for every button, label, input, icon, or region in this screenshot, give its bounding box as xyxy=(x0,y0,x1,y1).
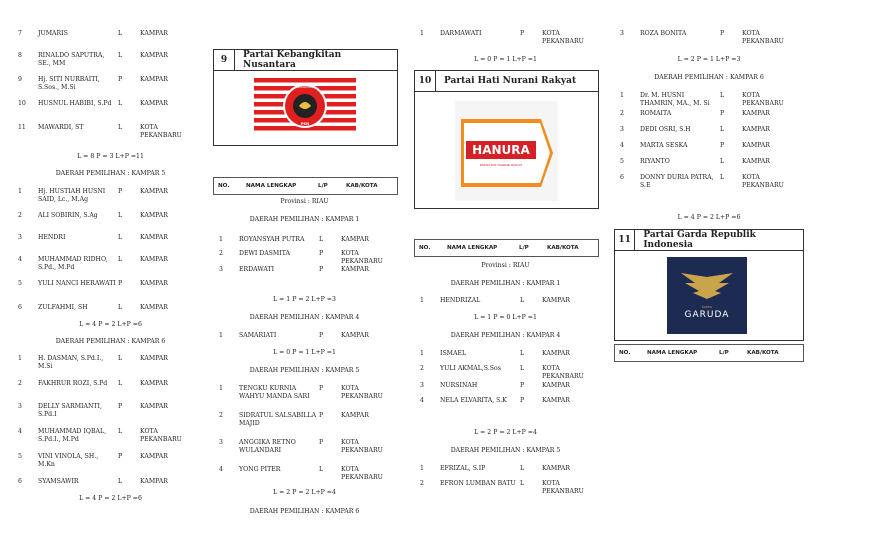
summary-line: L = 4 P = 2 L+P =6 xyxy=(79,321,142,328)
candidate-name: JUMARIS xyxy=(38,30,68,37)
district-heading: DAERAH PEMILIHAN : KAMPAR 6 xyxy=(249,508,360,515)
region: KOTA PEKANBARU xyxy=(341,385,383,400)
region: KAMPAR xyxy=(140,212,168,219)
gender: P xyxy=(319,266,324,273)
region: KAMPAR xyxy=(742,110,770,117)
row-number: 2 xyxy=(420,365,424,372)
row-number: 10 xyxy=(18,100,26,107)
gender: P xyxy=(319,332,324,339)
party-number: 9 xyxy=(214,50,235,70)
gender: L xyxy=(720,174,725,181)
gender: L xyxy=(520,465,525,472)
candidate-name: SIDRATUL SALSABILLA MAJID xyxy=(239,412,317,427)
gender: L xyxy=(118,256,123,263)
candidate-name: ROYANSYAH PUTRA xyxy=(239,236,305,243)
region: KAMPAR xyxy=(542,297,570,304)
logo-main-text: HANURA xyxy=(472,143,530,157)
candidate-name: H. DASMAN, S.Pd.I., M.Si xyxy=(38,355,104,370)
row-number: 1 xyxy=(420,465,424,472)
region: KOTA PEKANBARU xyxy=(140,428,182,443)
gender: P xyxy=(319,250,324,257)
gender: L xyxy=(118,380,123,387)
region: KAMPAR xyxy=(140,304,168,311)
region: KAMPAR xyxy=(140,453,168,460)
row-number: 6 xyxy=(620,174,624,181)
candidate-name: YONG PITER xyxy=(239,466,281,473)
district-heading: DAERAH PEMILIHAN : KAMPAR 1 xyxy=(450,280,561,287)
header-kab: KAB/KOTA xyxy=(547,245,579,251)
gender: L xyxy=(118,355,123,362)
gender: P xyxy=(520,397,525,404)
row-number: 3 xyxy=(420,382,424,389)
candidate-name: ERDAWATI xyxy=(239,266,275,273)
header-no: NO. xyxy=(619,350,631,356)
candidate-name: VINI VINOLA, SH., M.Kn xyxy=(38,453,99,468)
gender: L xyxy=(520,480,525,487)
row-number: 2 xyxy=(219,412,223,419)
row-number: 1 xyxy=(420,350,424,357)
row-number: 1 xyxy=(219,385,223,392)
party-header xyxy=(214,50,397,71)
candidate-name: Hj. SITI NURBAITI, S.Sos., M.Si xyxy=(38,76,100,91)
header-no: NO. xyxy=(218,183,230,189)
summary-line: L = 4 P = 2 L+P =6 xyxy=(79,495,142,502)
header-lp: L/P xyxy=(519,245,529,251)
district-heading: DAERAH PEMILIHAN : KAMPAR 5 xyxy=(450,447,561,454)
row-number: 8 xyxy=(18,52,22,59)
candidate-name: RIYANTO xyxy=(640,158,670,165)
region: KOTA PEKANBARU xyxy=(140,124,182,139)
region: KOTA PEKANBARU xyxy=(742,30,784,45)
row-number: 9 xyxy=(18,76,22,83)
row-number: 7 xyxy=(18,30,22,37)
row-number: 1 xyxy=(18,188,22,195)
candidate-name: MUHAMMAD IQBAL, S.Pd.I., M.Pd xyxy=(38,428,107,443)
gender: P xyxy=(118,76,123,83)
candidate-name: ROMAITA xyxy=(640,110,672,117)
gender: L xyxy=(118,52,123,59)
gender: L xyxy=(118,212,123,219)
gender: P xyxy=(319,385,324,392)
candidate-name: TENGKU KURNIA WAHYU MANDA SARI xyxy=(239,385,310,400)
party-card xyxy=(213,49,398,146)
row-number: 6 xyxy=(18,478,22,485)
region: KOTA PEKANBARU xyxy=(542,30,584,45)
gender: P xyxy=(118,403,123,410)
candidate-name: SYAMSAWIR xyxy=(38,478,79,485)
province-label: Provinsi : RIAU xyxy=(280,198,329,205)
summary-line: L = 0 P = 1 L+P =1 xyxy=(273,349,336,356)
table-header xyxy=(414,239,599,257)
district-heading: DAERAH PEMILIHAN : KAMPAR 4 xyxy=(450,332,561,339)
region: KAMPAR xyxy=(140,478,168,485)
row-number: 4 xyxy=(420,397,424,404)
region: KAMPAR xyxy=(542,350,570,357)
row-number: 2 xyxy=(620,110,624,117)
gender: L xyxy=(319,466,324,473)
summary-line: L = 4 P = 2 L+P =6 xyxy=(677,214,741,221)
row-number: 3 xyxy=(18,403,22,410)
candidate-name: FAKHRUR ROZI, S.Pd xyxy=(38,380,108,387)
gender: P xyxy=(319,439,324,446)
candidate-name: Hj. HUSTIAH HUSNI SAID, Lc., M.Ag xyxy=(38,188,106,203)
candidate-name: MAWARDI, ST xyxy=(38,124,84,131)
party-name: Partai Hati Nurani Rakyat xyxy=(444,76,577,86)
summary-line: L = 2 P = 1 L+P =3 xyxy=(677,56,741,63)
region: KAMPAR xyxy=(542,465,570,472)
party-header xyxy=(415,71,598,92)
pkn-logo xyxy=(254,78,356,134)
candidate-name: HUSNUL HABIBI, S.Pd xyxy=(38,100,112,107)
region: KAMPAR xyxy=(742,158,770,165)
candidate-name: DEDI OSRI, S.H xyxy=(640,126,691,133)
candidate-name: SAMARIATI xyxy=(239,332,277,339)
gender: L xyxy=(520,297,525,304)
summary-line: L = 0 P = 1 L+P =1 xyxy=(474,56,537,63)
gender: L xyxy=(520,365,525,372)
district-heading: DAERAH PEMILIHAN : KAMPAR 5 xyxy=(55,170,166,177)
row-number: 1 xyxy=(620,92,624,99)
gender: L xyxy=(118,234,123,241)
candidate-name: DEWI DASMITA xyxy=(239,250,290,257)
region: KOTA PEKANBARU xyxy=(542,480,584,495)
district-heading: DAERAH PEMILIHAN : KAMPAR 5 xyxy=(249,367,360,374)
gender: L xyxy=(118,478,123,485)
summary-line: L = 2 P = 2 L+P =4 xyxy=(273,489,336,496)
gender: P xyxy=(118,280,123,287)
header-lp: L/P xyxy=(318,183,328,189)
region: KAMPAR xyxy=(542,382,570,389)
region: KAMPAR xyxy=(140,380,168,387)
hanura-logo xyxy=(455,101,558,201)
region: KAMPAR xyxy=(140,30,168,37)
gender: L xyxy=(118,124,123,131)
row-number: 4 xyxy=(18,428,22,435)
row-number: 1 xyxy=(18,355,22,362)
candidate-name: RINALDO SAPUTRA, SE., MM xyxy=(38,52,105,67)
row-number: 3 xyxy=(219,266,223,273)
summary-line: L = 2 P = 2 L+P =4 xyxy=(474,429,537,436)
header-no: NO. xyxy=(419,245,431,251)
header-kab: KAB/KOTA xyxy=(346,183,378,189)
row-number: 2 xyxy=(420,480,424,487)
region: KAMPAR xyxy=(542,397,570,404)
header-lp: L/P xyxy=(719,350,729,356)
summary-line: L = 1 P = 2 L+P =3 xyxy=(273,296,336,303)
row-number: 1 xyxy=(420,297,424,304)
region: KAMPAR xyxy=(140,256,168,263)
row-number: 1 xyxy=(420,30,424,37)
region: KAMPAR xyxy=(341,412,369,419)
table-header xyxy=(614,344,804,362)
row-number: 3 xyxy=(620,126,624,133)
candidate-name: ROZA BONITA xyxy=(640,30,687,37)
candidate-name: EFRIZAL, S.IP xyxy=(440,465,486,472)
province-label: Provinsi : RIAU xyxy=(481,262,530,269)
candidate-name: HENDRIZAL xyxy=(440,297,481,304)
gender: L xyxy=(720,126,725,133)
row-number: 2 xyxy=(18,380,22,387)
table-header xyxy=(213,177,398,195)
region: KAMPAR xyxy=(140,52,168,59)
candidate-name: NELA ELVARITA, S.K xyxy=(440,397,507,404)
gender: L xyxy=(118,304,123,311)
gender: L xyxy=(720,158,725,165)
gender: L xyxy=(118,100,123,107)
logo-main-text: GARUDA xyxy=(684,310,730,320)
row-number: 4 xyxy=(620,142,624,149)
candidate-name: HENDRI xyxy=(38,234,66,241)
row-number: 4 xyxy=(18,256,22,263)
region: KAMPAR xyxy=(140,355,168,362)
gender: P xyxy=(720,110,725,117)
region: KOTA PEKANBARU xyxy=(742,92,784,107)
gender: P xyxy=(520,382,525,389)
candidate-name: DELLY SARMIANTI, S.Pd.I xyxy=(38,403,102,418)
region: KAMPAR xyxy=(140,234,168,241)
gender: L xyxy=(319,236,324,243)
gender: L xyxy=(720,92,725,99)
row-number: 3 xyxy=(620,30,624,37)
region: KAMPAR xyxy=(742,142,770,149)
region: KOTA PEKANBARU xyxy=(341,466,383,481)
region: KAMPAR xyxy=(140,280,168,287)
candidate-name: YULI AKMAL,S.Sos xyxy=(440,365,501,372)
row-number: 5 xyxy=(620,158,624,165)
row-number: 1 xyxy=(219,332,223,339)
region: KOTA PEKANBARU xyxy=(742,174,784,189)
party-number: 11 xyxy=(615,230,635,250)
summary-line: L = 8 P = 3 L+P =11 xyxy=(77,153,144,160)
region: KAMPAR xyxy=(341,236,369,243)
summary-line: L = 1 P = 0 L+P =1 xyxy=(474,314,537,321)
region: KAMPAR xyxy=(341,266,369,273)
logo-small-text: PARTAI xyxy=(701,305,713,309)
region: KOTA PEKANBARU xyxy=(542,365,584,380)
region: KAMPAR xyxy=(140,188,168,195)
row-number: 6 xyxy=(18,304,22,311)
candidate-name: ISMAEL xyxy=(440,350,467,357)
region: KAMPAR xyxy=(140,403,168,410)
candidate-name: EFRON LUMBAN BATU xyxy=(440,480,516,487)
gender: L xyxy=(118,428,123,435)
district-heading: DAERAH PEMILIHAN : KAMPAR 6 xyxy=(55,338,166,345)
candidate-name: ANGGIKA RETNO WULANDARI xyxy=(239,439,296,454)
gender: L xyxy=(520,350,525,357)
candidate-name: ALI SOBIRIN, S.Ag xyxy=(38,212,98,219)
row-number: 5 xyxy=(18,280,22,287)
district-heading: DAERAH PEMILIHAN : KAMPAR 4 xyxy=(249,314,360,321)
garuda-logo xyxy=(667,257,747,334)
party-name: Partai Garda Republik Indonesia xyxy=(643,230,756,250)
header-name: NAMA LENGKAP xyxy=(447,245,498,251)
region: KAMPAR xyxy=(140,76,168,83)
party-header xyxy=(615,230,803,251)
candidate-name: MARTA SESKA xyxy=(640,142,688,149)
region: KAMPAR xyxy=(341,332,369,339)
candidate-name: DARMAWATI xyxy=(440,30,482,37)
region: KAMPAR xyxy=(140,100,168,107)
header-name: NAMA LENGKAP xyxy=(246,183,297,189)
region: KAMPAR xyxy=(742,126,770,133)
party-card xyxy=(414,70,599,209)
row-number: 4 xyxy=(219,466,223,473)
gender: P xyxy=(720,30,725,37)
district-heading: DAERAH PEMILIHAN : KAMPAR 1 xyxy=(249,216,360,223)
party-card xyxy=(614,229,804,341)
gender: P xyxy=(319,412,324,419)
row-number: 2 xyxy=(219,250,223,257)
party-name: Partai Kebangkitan Nusantara xyxy=(243,50,342,70)
header-kab: KAB/KOTA xyxy=(747,350,779,356)
logo-abbr: PKN xyxy=(300,122,310,126)
candidate-name: MUHAMMAD RIDHO, S.Pd., M.Pd xyxy=(38,256,108,271)
district-heading: DAERAH PEMILIHAN : KAMPAR 6 xyxy=(654,74,764,81)
header-name: NAMA LENGKAP xyxy=(647,350,698,356)
candidate-name: NURSINAH xyxy=(440,382,478,389)
region: KOTA PEKANBARU xyxy=(341,250,383,265)
logo-text: PARTAI KEBANGKITAN NUSANTARA xyxy=(291,83,319,89)
candidate-name: Dr. M. HUSNI THAMRIN, MA., M. Si xyxy=(640,92,710,107)
row-number: 2 xyxy=(18,212,22,219)
party-number: 10 xyxy=(415,71,436,91)
region: KOTA PEKANBARU xyxy=(341,439,383,454)
gender: P xyxy=(520,30,525,37)
row-number: 5 xyxy=(18,453,22,460)
candidate-name: ZULFAHMI, SH xyxy=(38,304,88,311)
row-number: 3 xyxy=(18,234,22,241)
gender: P xyxy=(720,142,725,149)
gender: P xyxy=(118,188,123,195)
candidate-name: DONNY DURIA PATRA, S.E xyxy=(640,174,714,189)
row-number: 3 xyxy=(219,439,223,446)
candidate-name: YULI NANCI HERAWATI xyxy=(38,280,116,287)
gender: L xyxy=(118,30,123,37)
row-number: 1 xyxy=(219,236,223,243)
row-number: 11 xyxy=(18,124,26,131)
logo-sub-text: PARTAI HATI NURANI RAKYAT xyxy=(479,163,523,167)
gender: P xyxy=(118,453,123,460)
